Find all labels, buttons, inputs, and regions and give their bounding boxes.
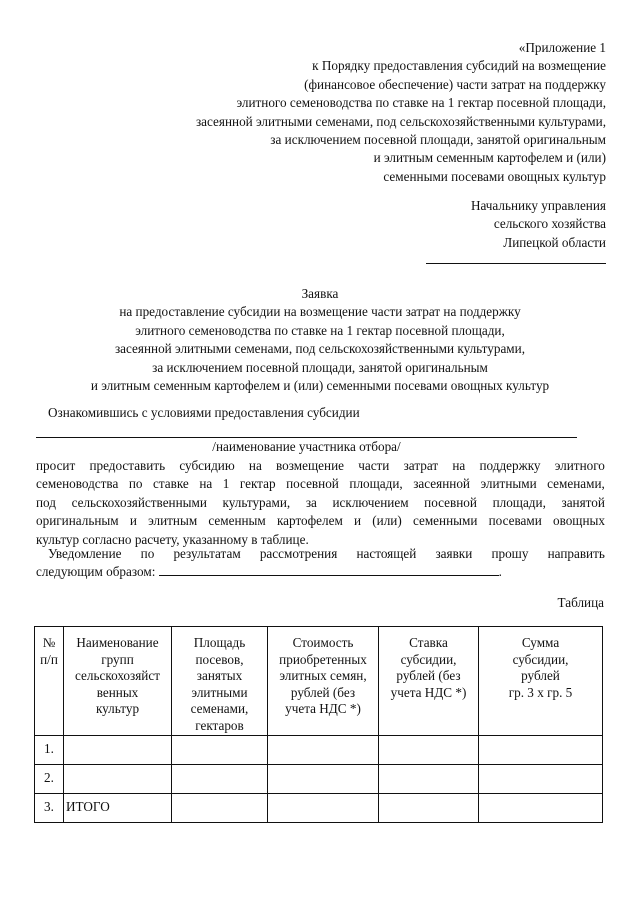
header-line: учета НДС *): [285, 701, 361, 717]
word: семенами,: [547, 476, 605, 492]
header-line: субсидии,: [400, 651, 457, 667]
word: (или): [372, 513, 402, 529]
table-row: [35, 793, 603, 822]
word: засеянной: [413, 476, 470, 492]
title-line: на предоставление субсидии на возмещение части затрат на поддержку: [119, 304, 521, 320]
word: посевами: [488, 513, 542, 529]
addressee-line: сельского хозяйства: [493, 216, 606, 232]
header-line: групп: [101, 651, 134, 667]
word: просит: [36, 458, 76, 473]
word: заявки: [435, 546, 473, 561]
paragraph-line: [36, 494, 605, 512]
notice-line: [36, 563, 605, 581]
cell-number: 1.: [35, 735, 64, 764]
cell-rate[interactable]: [379, 793, 479, 822]
word: посевной: [286, 476, 339, 492]
notice-line: [36, 545, 605, 563]
word: семенным: [208, 513, 266, 529]
word: субсидию: [179, 458, 235, 473]
cell-area[interactable]: [172, 735, 268, 764]
cell-seed-cost[interactable]: [268, 764, 379, 793]
word: рассмотрения: [259, 546, 338, 561]
paragraph-line: [36, 457, 605, 475]
word: по: [140, 546, 155, 561]
header-line: Ставка: [409, 635, 448, 650]
header-line: семенами,: [190, 701, 249, 717]
word: на: [452, 458, 466, 473]
word: и: [129, 513, 137, 529]
cell-crop-group[interactable]: [64, 764, 172, 793]
header-line: Площадь: [193, 635, 246, 650]
header-line: Стоимость: [292, 635, 354, 650]
title-line: за исключением посевной площади, занятой оригинальным: [152, 359, 488, 375]
word: 1: [222, 476, 230, 492]
word: на: [199, 476, 213, 492]
cell-area[interactable]: [172, 793, 268, 822]
appendix-line: за исключением посевной площади, занятой оригинальным: [270, 132, 606, 148]
header-line: венных: [96, 684, 139, 700]
notice-paragraph: [36, 545, 605, 582]
word: результатам: [173, 546, 241, 561]
addressee-signature-line: [426, 263, 606, 264]
addressee-line: Начальнику управления: [470, 198, 606, 213]
header-col-subsidy-sum: [479, 627, 603, 736]
word: культурами,: [222, 494, 291, 510]
word: поддержку: [479, 458, 541, 473]
appendix-line: засеянной элитными семенами, под сельскохозяйственными культурами,: [195, 113, 606, 129]
participant-caption: /наименование участника отбора/: [212, 439, 401, 454]
header-line: сельскохозяйст: [75, 668, 160, 684]
table-row: [35, 735, 603, 764]
intro-text: Ознакомившись с условиями предоставления субсидии: [48, 405, 360, 420]
word: прошу: [491, 546, 529, 561]
cell-rate[interactable]: [379, 764, 479, 793]
appendix-line: и элитным семенным картофелем и (или): [373, 150, 606, 166]
cell-seed-cost[interactable]: [268, 793, 379, 822]
word: семеноводства: [36, 476, 119, 492]
appendix-line: (финансовое обеспечение) части затрат на поддержку: [304, 76, 606, 92]
title-line: и элитным семенным картофелем и (или) семенными посевами овощных культур: [90, 378, 550, 394]
header-line: элитных семян,: [279, 668, 367, 684]
paragraph-line: [36, 512, 605, 530]
notice-prefix: следующим образом:: [36, 564, 156, 580]
word: овощных: [552, 513, 605, 529]
header-line: занятых: [196, 668, 243, 684]
word: настоящей: [356, 546, 417, 561]
cell-total-label: ИТОГО: [64, 793, 172, 822]
word: семенными: [412, 513, 478, 529]
notice-suffix: .: [498, 564, 502, 580]
header-line: учета НДС *): [390, 684, 467, 700]
word: части: [358, 458, 390, 473]
word: элитного: [554, 458, 605, 473]
word: сельскохозяйственными: [71, 494, 207, 510]
header-line: Сумма: [521, 635, 560, 650]
header-line: посевов,: [195, 651, 244, 667]
header-line: субсидии,: [512, 651, 569, 667]
word: площади,: [492, 494, 546, 510]
word: за: [305, 494, 317, 510]
header-col-crop-group: [64, 627, 172, 736]
addressee-block: [366, 197, 606, 252]
header-line: рублей (без: [396, 668, 461, 684]
paragraph-line: культур согласно расчету, указанному в таблице.: [36, 531, 309, 547]
word: оригинальным: [36, 513, 119, 529]
cell-number: 2.: [35, 764, 64, 793]
header-col-area: [172, 627, 268, 736]
header-line: гр. 3 х гр. 5: [508, 684, 573, 700]
title-line: засеянной элитными семенами, под сельскохозяйственными культурами,: [114, 341, 526, 357]
appendix-line: семенными посевами овощных культур: [383, 168, 606, 184]
appendix-header: [86, 39, 606, 186]
title-line: элитного семеноводства по ставке на 1 гектар посевной площади,: [135, 322, 505, 338]
word: посевной: [424, 494, 477, 510]
word: возмещение: [276, 458, 344, 473]
header-line: п/п: [40, 651, 58, 667]
word: занятой: [561, 494, 605, 510]
appendix-line: «Приложение 1: [518, 40, 606, 55]
header-line: рублей (без: [290, 684, 356, 700]
word: элитными: [480, 476, 537, 492]
word: по: [128, 476, 143, 492]
request-paragraph: [36, 457, 605, 549]
header-line: культур: [95, 701, 140, 717]
header-line: №: [42, 635, 56, 650]
word: затрат: [403, 458, 439, 473]
word: Уведомление: [48, 546, 122, 561]
cell-seed-cost[interactable]: [268, 735, 379, 764]
header-line: рублей: [521, 668, 560, 684]
header-line: приобретенных: [279, 651, 367, 667]
cell-subsidy-sum[interactable]: [479, 793, 603, 822]
cell-number: 3.: [35, 793, 64, 822]
word: исключением: [332, 494, 409, 510]
title-heading: Заявка: [301, 286, 339, 301]
paragraph-line: [36, 475, 605, 493]
header-line: Наименование: [76, 635, 159, 650]
word: и: [354, 513, 362, 529]
header-col-number: [35, 627, 64, 736]
word: направить: [547, 546, 605, 561]
word: гектар: [239, 476, 276, 492]
word: под: [36, 494, 56, 510]
header-col-seed-cost: [268, 627, 379, 736]
appendix-line: элитного семеноводства по ставке на 1 гектар посевной площади,: [236, 95, 606, 111]
cell-crop-group[interactable]: [64, 735, 172, 764]
table-row: [35, 764, 603, 793]
word: картофелем: [276, 513, 343, 529]
word: площади,: [349, 476, 403, 492]
word: предоставить: [89, 458, 166, 473]
appendix-line: к Порядку предоставления субсидий на возмещение: [312, 58, 606, 74]
cell-rate[interactable]: [379, 735, 479, 764]
word: ставке: [153, 476, 189, 492]
word: на: [248, 458, 262, 473]
subsidy-table: [34, 626, 603, 823]
header-line: гектаров: [195, 717, 244, 733]
cell-area[interactable]: [172, 764, 268, 793]
addressee-line: Липецкой области: [503, 234, 606, 250]
notice-method-blank[interactable]: [159, 563, 499, 576]
cell-subsidy-sum[interactable]: [479, 764, 603, 793]
application-title: [20, 285, 620, 395]
word: элитным: [148, 513, 198, 529]
header-line: элитными: [191, 684, 248, 700]
header-col-rate: [379, 627, 479, 736]
table-caption: Таблица: [557, 595, 604, 610]
cell-subsidy-sum[interactable]: [479, 735, 603, 764]
table-header-row: [35, 627, 603, 736]
